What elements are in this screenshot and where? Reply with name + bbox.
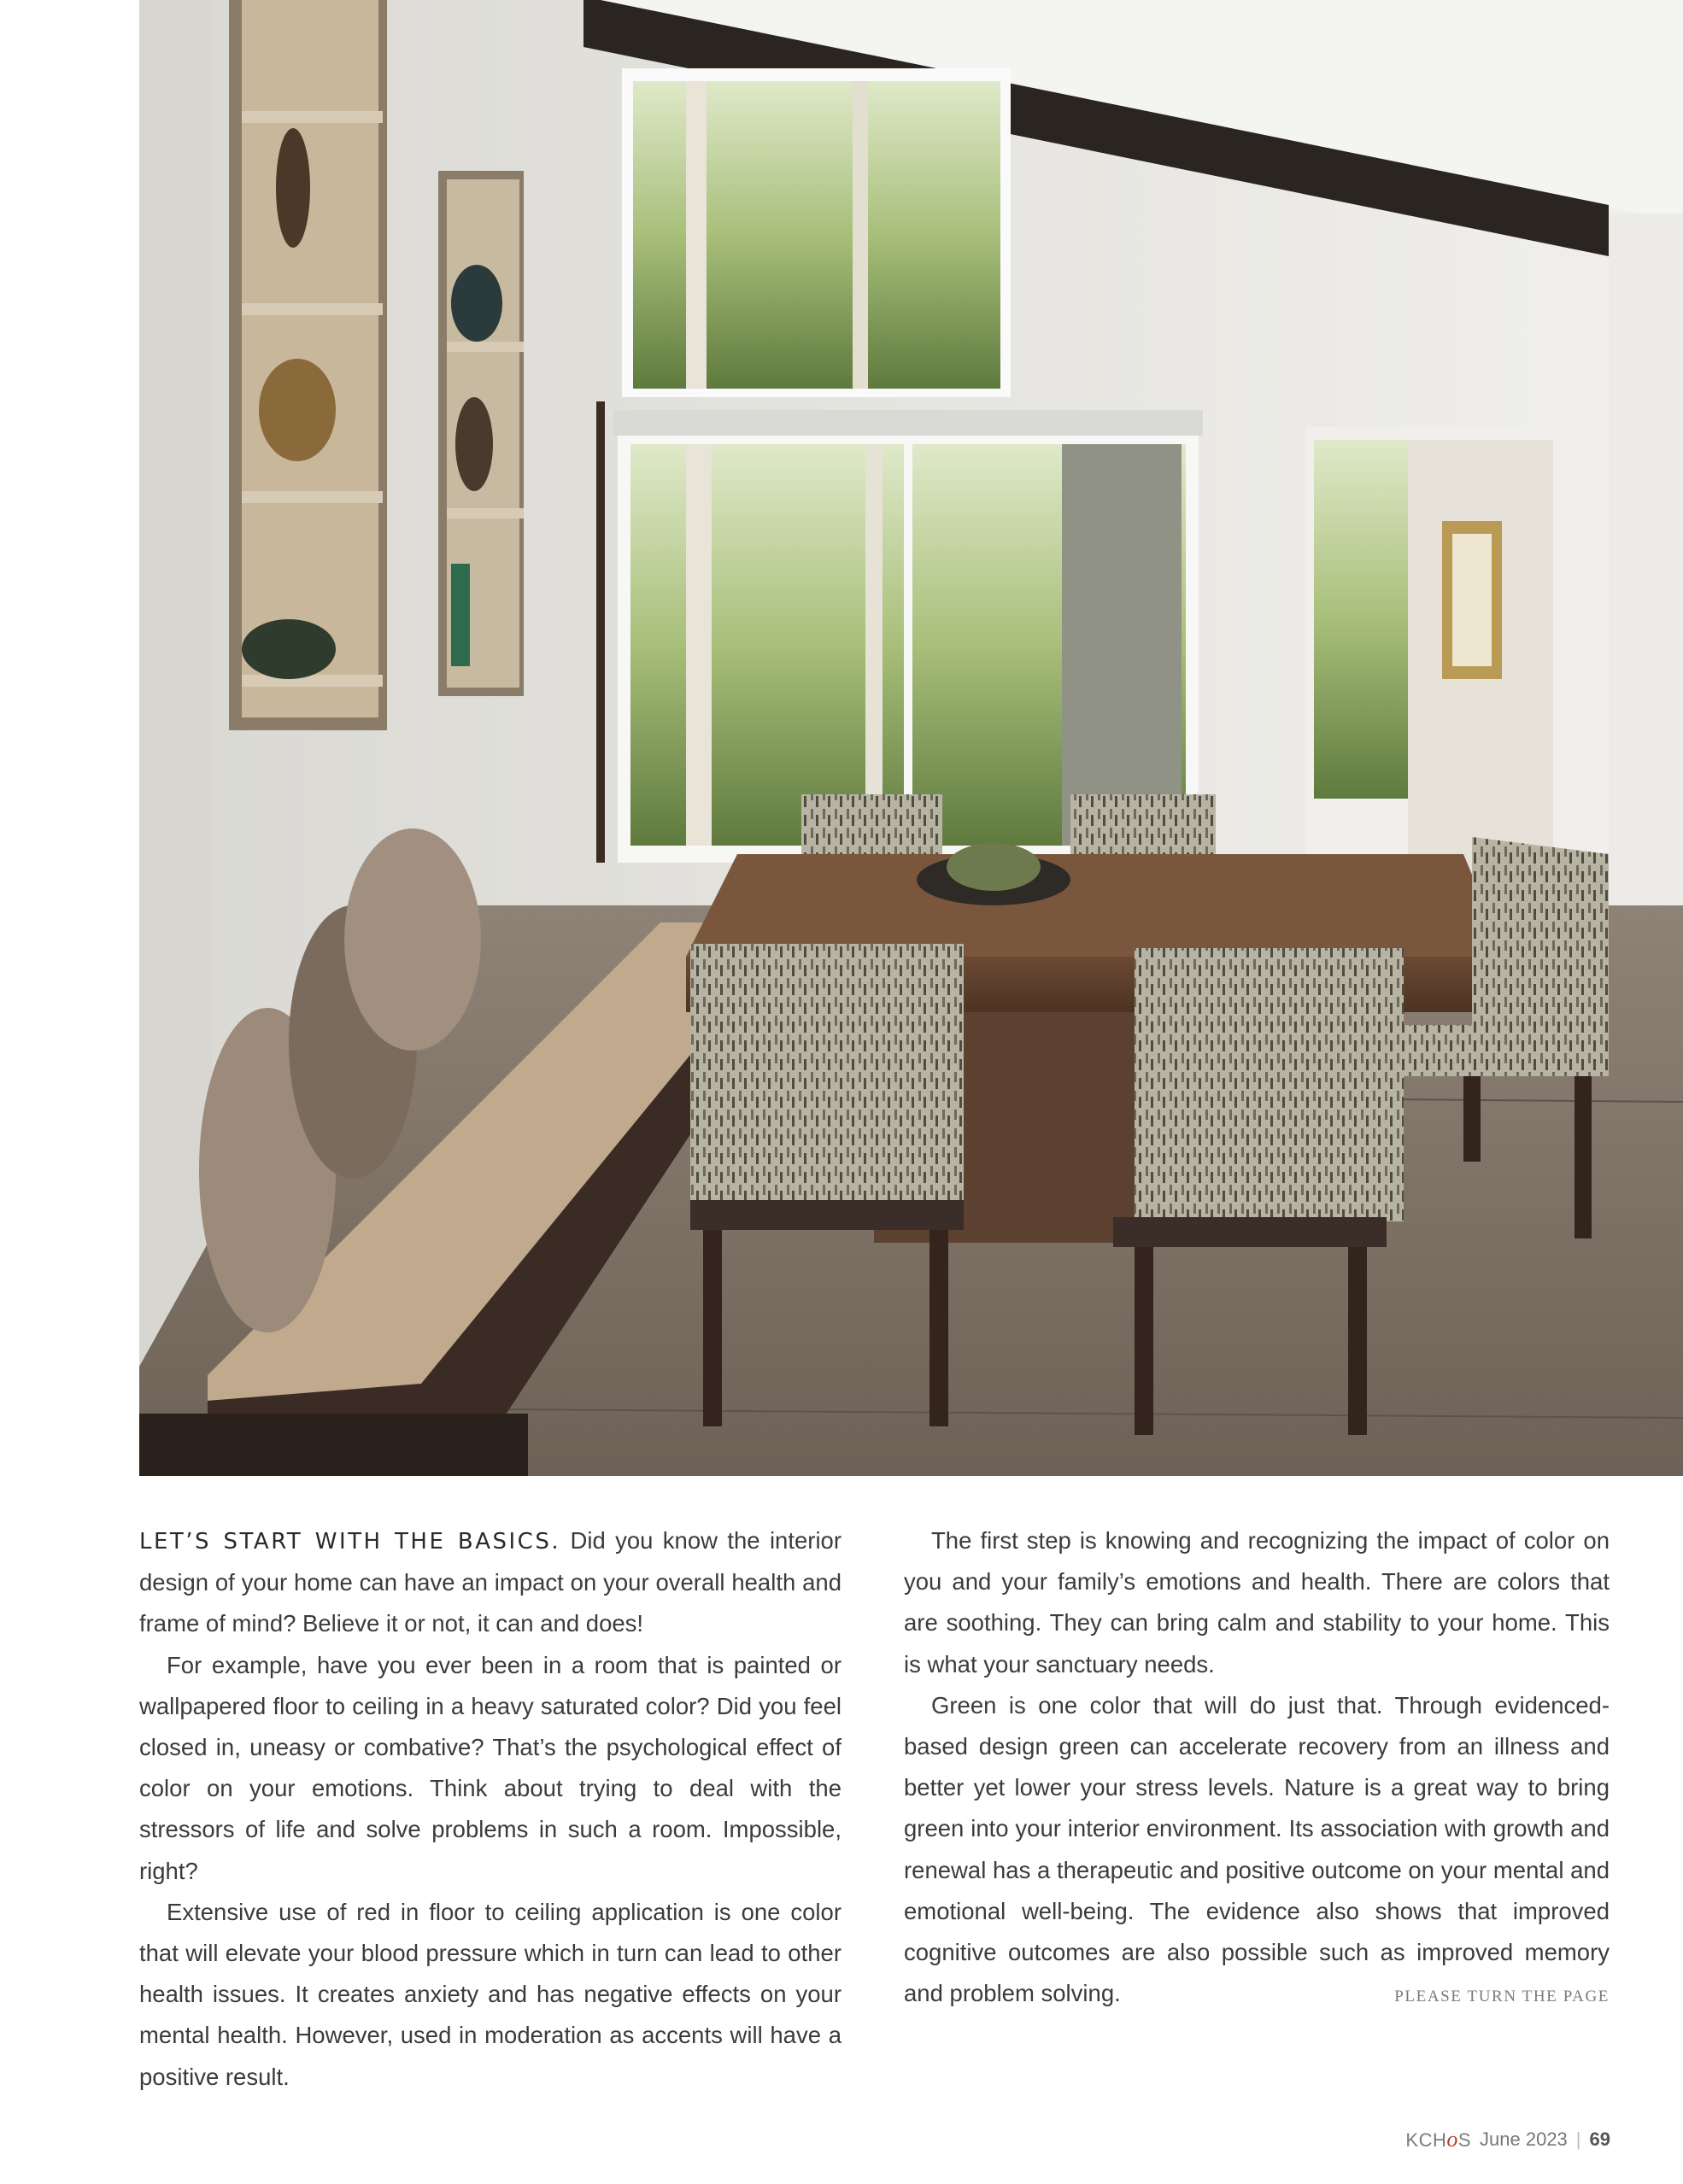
turn-page-link[interactable]: PLEASE TURN THE PAGE [1394, 1988, 1610, 2006]
paragraph-text: Green is one color that will do just that. Through evidenced-based design green can accelerate recovery from an illness and better yet lower your stress levels. Nature is a great way to bring green into your interior environment. Its association with growth and renewal has a therapeutic and positive outcome on your mental and emotional well-being. The evidence also shows that improved cognitive outcomes are also possible such as improved memory and problem solving. [904, 1691, 1610, 2007]
lead-in: LET’S START WITH THE BASICS. [139, 1529, 561, 1555]
footer-separator: | [1575, 2128, 1581, 2150]
page-footer [1405, 2127, 1610, 2152]
logo-text-pre: KCH [1405, 2129, 1447, 2151]
logo-text-post: S [1457, 2129, 1472, 2151]
paragraph [139, 1520, 842, 1645]
paragraph: For example, have you ever been in a room that is painted or wallpapered floor to ceiling in a heavy saturated color? Did you feel closed in, uneasy or combative? That’s the psychological effect of color on your emotions. Think about trying to deal with the stressors of life and solve problems in such a room. Impossible, right? [139, 1651, 842, 1884]
paragraph: The first step is knowing and recognizing the impact of color on you and your family’s emotions and health. There are colors that are soothing. They can bring calm and stability to your home. This is what your sanctuary needs. [904, 1527, 1610, 1678]
article-column-right [904, 1520, 1610, 2017]
issue-date: June 2023 [1480, 2128, 1568, 2150]
paragraph: Extensive use of red in floor to ceiling application is one color that will elevate your blood pressure which in turn can lead to other health issues. It creates anxiety and has negative effects on your mental health. However, used in moderation as accents will have a positive result. [139, 1898, 842, 2090]
article-column-left [139, 1520, 842, 2098]
paragraph-text: Did you know the interior design of your home can have an impact on your overall health and frame of mind? Believe it or not, it can and does! [139, 1527, 842, 1637]
photo-illustration [139, 0, 1683, 1476]
logo-mark: o [1446, 2127, 1458, 2152]
paragraph [904, 1685, 1610, 2015]
dining-room-photo [139, 0, 1683, 1476]
page-number: 69 [1589, 2128, 1610, 2150]
magazine-logo [1405, 2127, 1471, 2152]
